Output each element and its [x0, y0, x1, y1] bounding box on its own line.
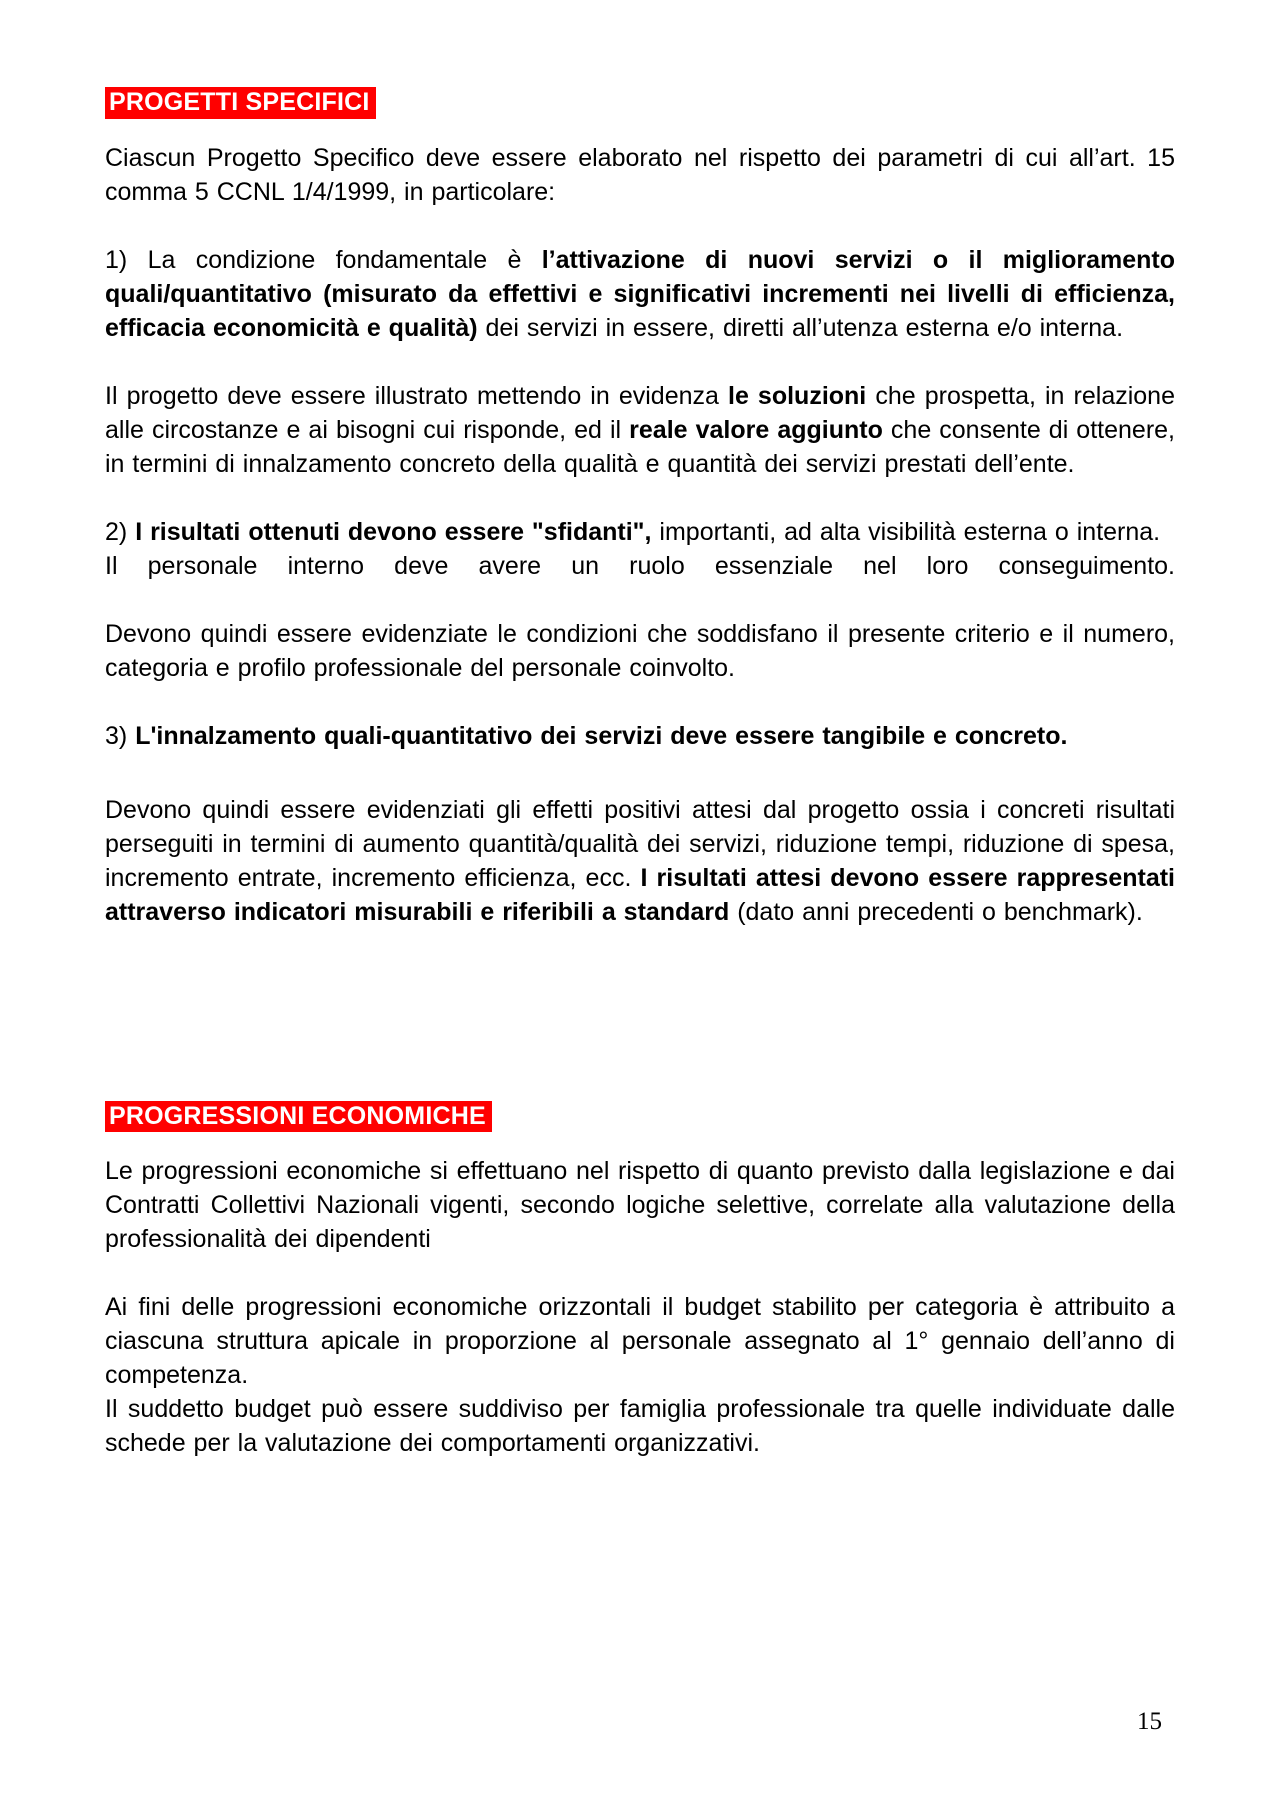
text-run: dei servizi in essere, diretti all’utenza esterna e/o interna. [477, 313, 1124, 342]
paragraph-progressioni-2 [105, 1290, 1175, 1460]
text-run-bold: I risultati ottenuti devono essere "sfidanti", [135, 517, 652, 546]
text-run: che prospetta, in relazione alle circostanze e ai bisogni cui risponde, ed il [105, 381, 1175, 444]
page-number: 15 [1137, 1708, 1162, 1735]
text-run-bold: I risultati attesi devono essere rappresentati attraverso indicatori misurabili e riferibili a standard [105, 863, 1175, 926]
paragraph-intro [105, 141, 1175, 209]
text-run: importanti, ad alta visibilità esterna o interna. [651, 517, 1161, 546]
paragraph-effects [105, 793, 1175, 929]
text-run: che consente di ottenere, in termini di innalzamento concreto della qualità e quantità dei servizi prestati dell’ente. [105, 415, 1175, 478]
section-heading-progressioni-economiche: PROGRESSIONI ECONOMICHE [105, 1101, 492, 1133]
paragraph-solutions [105, 379, 1175, 481]
text-run: Le progressioni economiche si effettuano nel rispetto di quanto previsto dalla legislazione e dai Contratti Collettivi Nazionali vigenti, secondo logiche selettive, correlate alla valutazione della professionalità dei dipendenti [105, 1157, 1175, 1253]
text-run: Ai fini delle progressioni economiche orizzontali il budget stabilito per categoria è attribuito a ciascuna struttura apicale in proporzione al personale assegnato al 1° gennaio dell’anno di competenza. [105, 1293, 1175, 1389]
text-run: Devono quindi essere evidenziate le condizioni che soddisfano il presente criterio e il numero, categoria e profilo professionale del personale coinvolto. [105, 619, 1175, 682]
text-run: Il progetto deve essere illustrato mettendo in evidenza [105, 381, 728, 410]
paragraph-point-1 [105, 243, 1175, 345]
paragraph-point-3 [105, 719, 1175, 753]
text-run: 2) [105, 517, 136, 546]
paragraph-progressioni-1 [105, 1154, 1175, 1256]
text-run: Ciascun Progetto Specifico deve essere elaborato nel rispetto dei parametri di cui all’art. 15 comma 5 CCNL 1/4/1999, in particolare: [105, 143, 1175, 206]
text-run-bold: l’attivazione di nuovi servizi o il miglioramento quali/quantitativo (misurato da effettivi e significativi incrementi nei livelli di efficienza, efficacia economicità e qualità) [105, 245, 1176, 342]
paragraph-point-2 [105, 515, 1175, 583]
text-run: 3) [105, 721, 136, 750]
text-run: 1) La condizione fondamentale è [105, 245, 542, 274]
text-run-bold: L'innalzamento quali-quantitativo dei servizi deve essere tangibile e concreto. [135, 721, 1068, 750]
page-content [105, 87, 1175, 1460]
text-run-bold: le soluzioni [728, 381, 867, 410]
text-run-justified-line: Il personale interno deve avere un ruolo essenziale nel loro conseguimento. [105, 551, 1175, 580]
text-run: Il suddetto budget può essere suddiviso per famiglia professionale tra quelle individuate dalle schede per la valutazione dei comportamenti organizzativi. [105, 1395, 1175, 1457]
text-run: (dato anni precedenti o benchmark). [729, 897, 1143, 926]
section-heading-progetti-specifici: PROGETTI SPECIFICI [105, 87, 376, 119]
text-run: Devono quindi essere evidenziati gli effetti positivi attesi dal progetto ossia i concreti risultati perseguiti in termini di aumento quantità/qualità dei servizi, riduzione tempi, riduzione di spesa, incremento entrate, incremento efficienza, ecc. [105, 795, 1175, 892]
paragraph-conditions [105, 617, 1175, 685]
text-run-bold: reale valore aggiunto [629, 415, 883, 444]
